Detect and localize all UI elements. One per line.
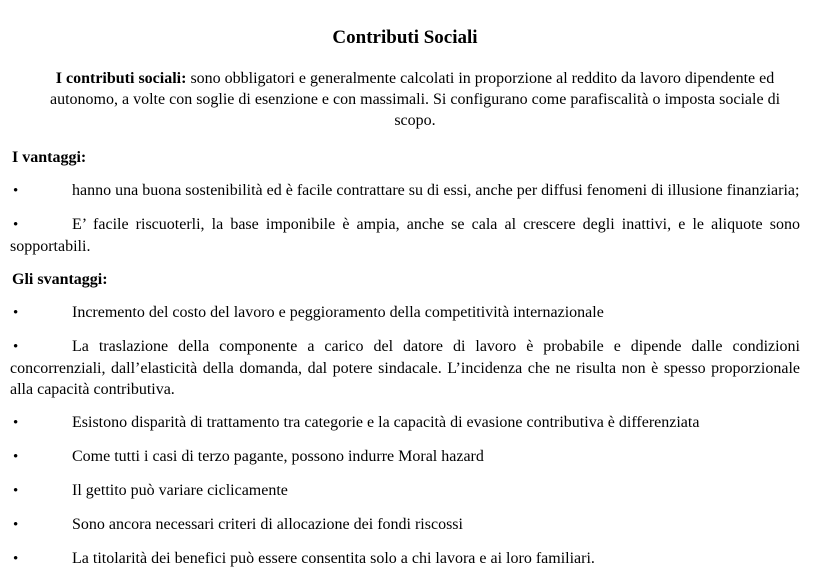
bullet-icon: •	[13, 449, 19, 465]
advantages-list	[10, 180, 800, 257]
disadvantages-list	[10, 302, 800, 570]
bullet-icon: •	[13, 339, 19, 355]
bullet-icon: •	[13, 183, 19, 199]
list-item-text: Il gettito può variare ciclicamente	[72, 482, 288, 499]
intro-body-text: sono obbligatori e generalmente calcolati in proporzione al reddito da lavoro dipendente ed autonomo, a volte con soglie di esenzione e con massimali. Si configurano come parafiscalità o imposta sociale di scopo.	[50, 70, 781, 129]
list-item	[10, 514, 800, 536]
list-item	[10, 302, 800, 324]
list-item	[10, 548, 800, 570]
list-item	[10, 214, 800, 257]
bullet-icon: •	[13, 483, 19, 499]
bullet-icon: •	[13, 415, 19, 431]
list-item-text: Sono ancora necessari criteri di allocazione dei fondi riscossi	[72, 516, 463, 533]
list-item-text: La titolarità dei benefici può essere consentita solo a chi lavora e ai loro familiari.	[72, 550, 595, 567]
section-heading-disadvantages: Gli svantaggi:	[12, 271, 108, 288]
page-title: Contributi Sociali	[332, 27, 478, 48]
intro-lead-text: I contributi sociali:	[55, 70, 187, 87]
list-item-text: Incremento del costo del lavoro e peggioramento della competitività internazionale	[72, 304, 604, 321]
intro-paragraph	[10, 68, 800, 131]
list-item-text: La traslazione della componente a carico del datore di lavoro è probabile e dipende dalle condizioni concorrenziali, dall’elasticità della domanda, dal potere sindacale. L’incidenza che ne risulta non è spesso proporzionale alla capacità contributiva.	[10, 338, 800, 398]
bullet-icon: •	[13, 217, 19, 233]
list-item-text: E’ facile riscuoterli, la base imponibile è ampia, anche se cala al crescere degli inattivi, e le aliquote sono sopportabili.	[10, 216, 800, 255]
list-item	[10, 480, 800, 502]
list-item	[10, 446, 800, 468]
list-item-text: hanno una buona sostenibilità ed è facile contrattare su di essi, anche per diffusi fenomeni di illusione finanziaria;	[72, 182, 800, 199]
list-item	[10, 180, 800, 202]
bullet-icon: •	[13, 517, 19, 533]
bullet-icon: •	[13, 551, 19, 567]
list-item-text: Come tutti i casi di terzo pagante, possono indurre Moral hazard	[72, 448, 484, 465]
list-item	[10, 412, 800, 434]
list-item-text: Esistono disparità di trattamento tra categorie e la capacità di evasione contributiva è differenziata	[72, 414, 700, 431]
list-item	[10, 336, 800, 400]
section-heading-advantages: I vantaggi:	[12, 149, 87, 166]
bullet-icon: •	[13, 305, 19, 321]
